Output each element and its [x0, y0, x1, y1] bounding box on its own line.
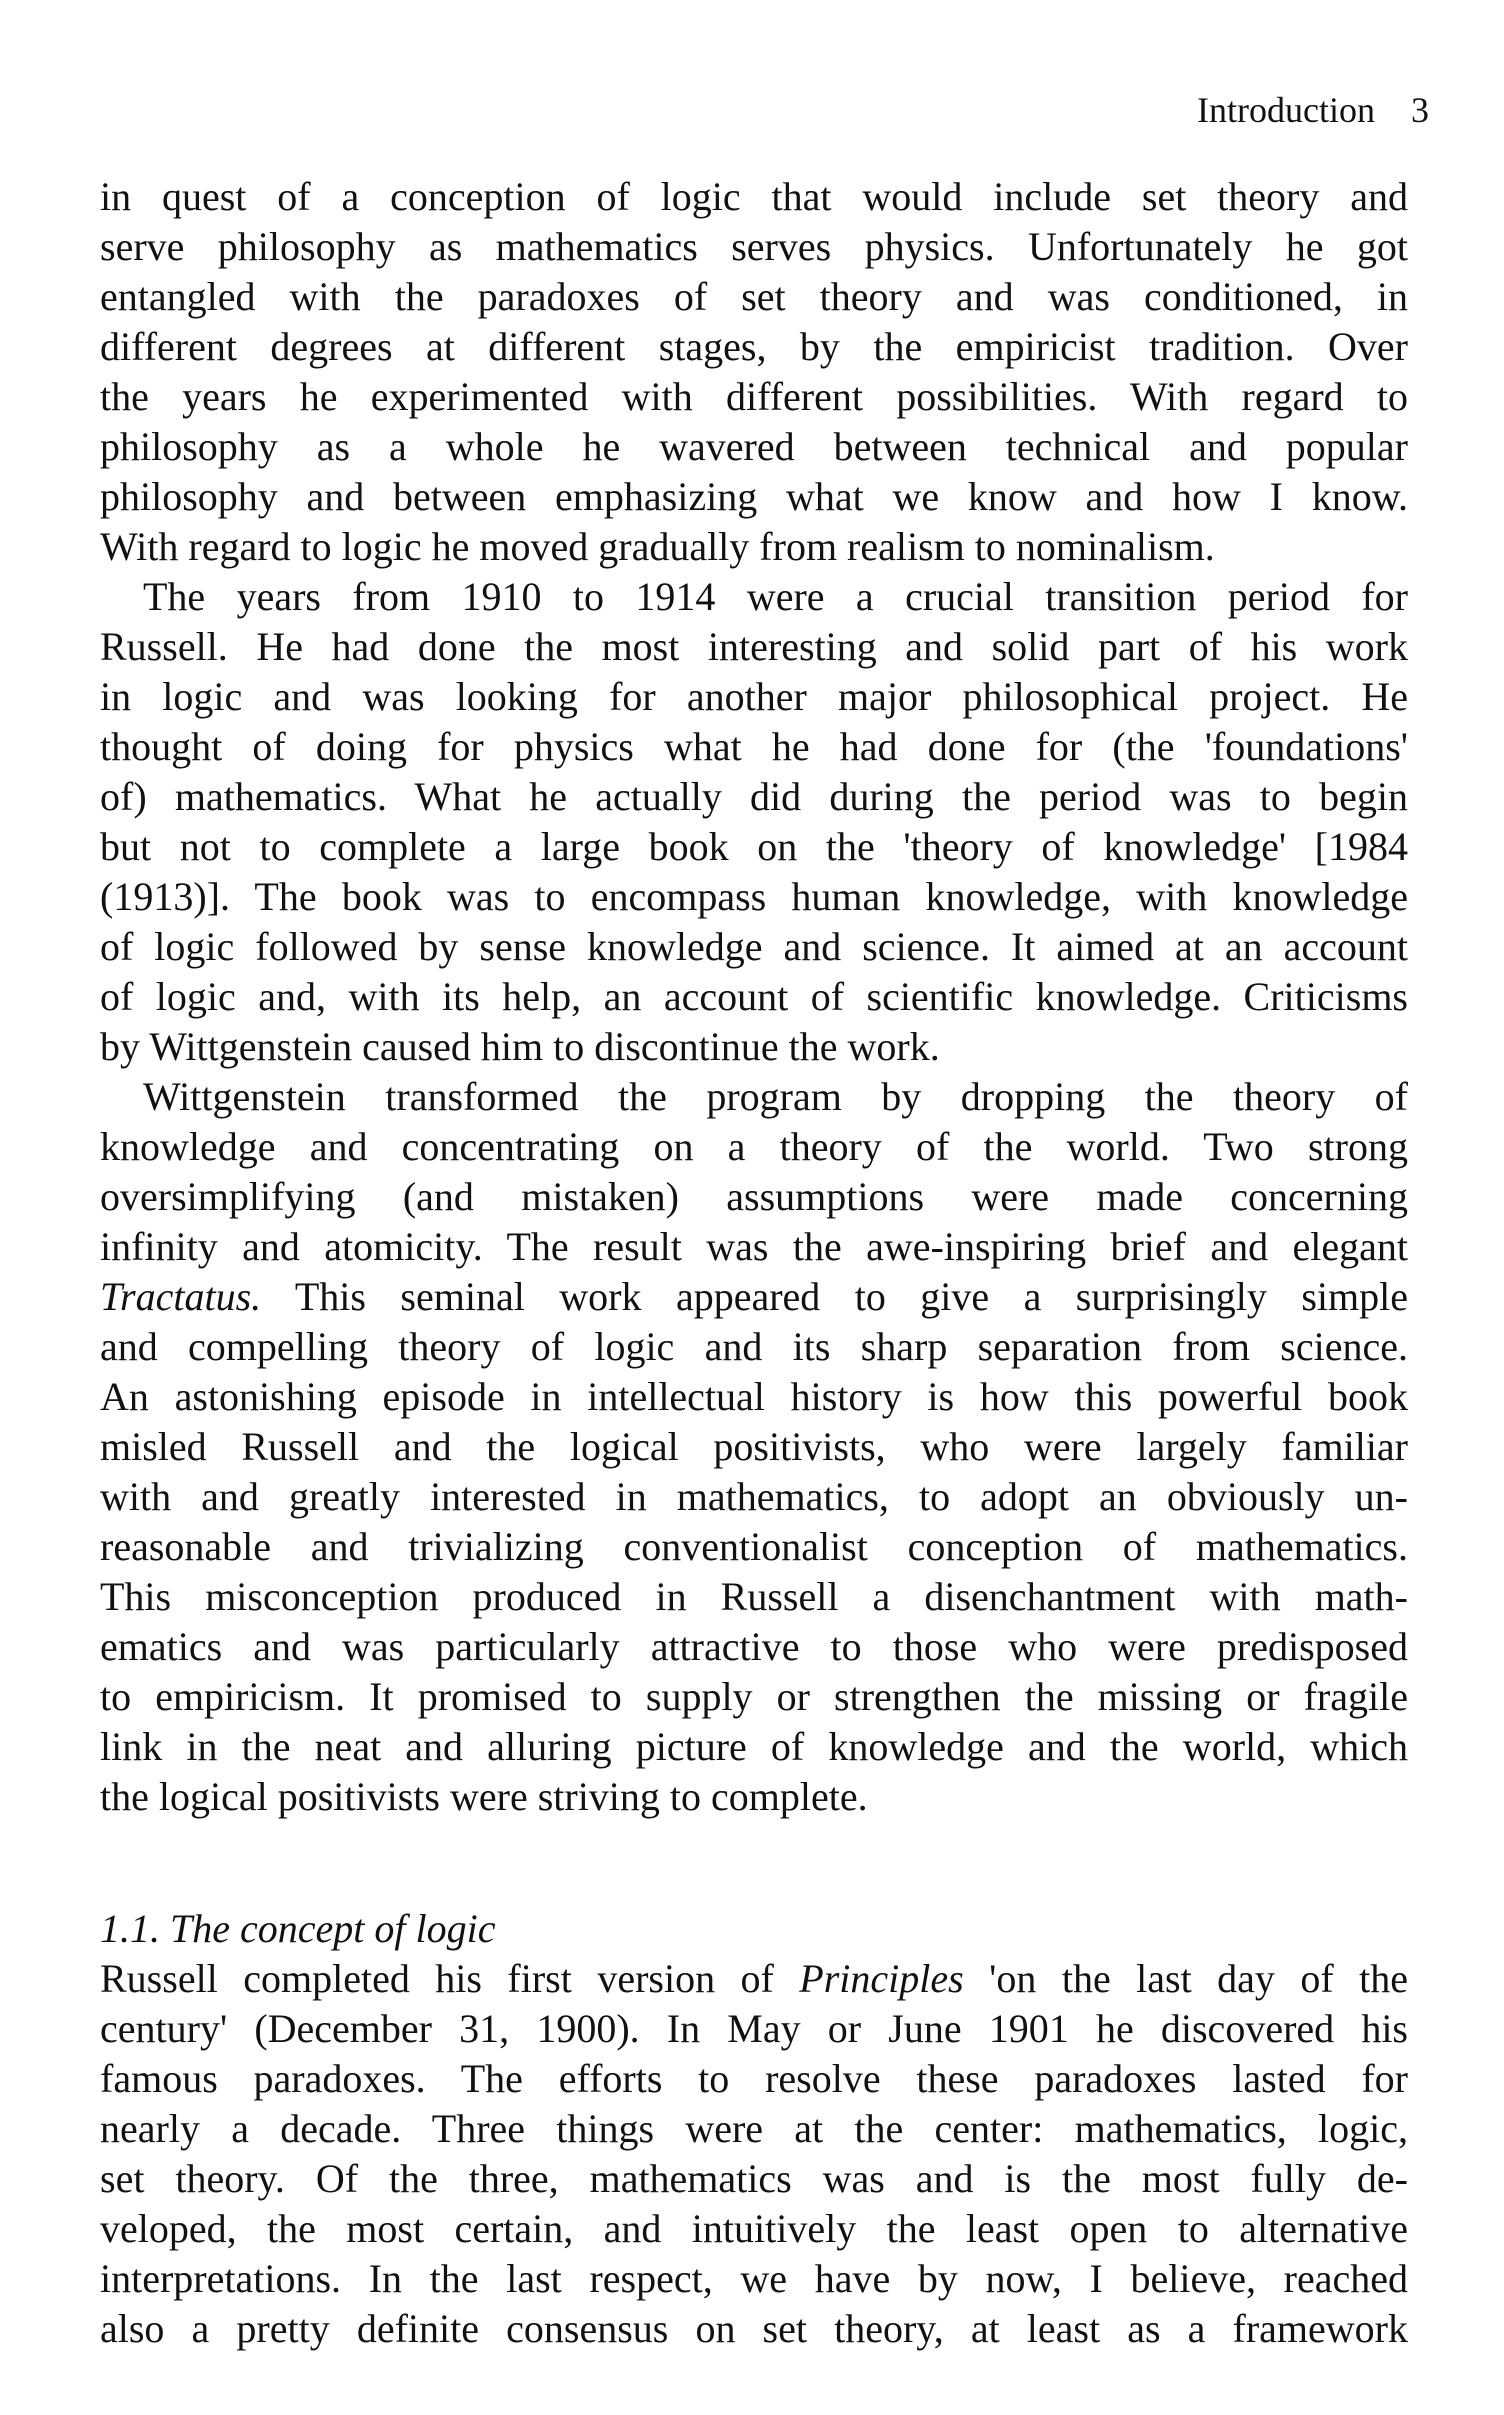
- text-line: interpretations. In the last respect, we have by now, I believe, reached: [100, 2256, 1408, 2301]
- text-line: philosophy and between emphasizing what we know and how I know.: [100, 474, 1408, 519]
- text-line: in quest of a conception of logic that would include set theory and: [100, 174, 1408, 219]
- book-title-tractatus: Tractatus.: [100, 1274, 262, 1319]
- text-line: in logic and was looking for another major philosophical project. He: [100, 674, 1408, 719]
- text-line: link in the neat and alluring picture of knowledge and the world, which: [100, 1724, 1408, 1769]
- paragraph: [100, 572, 1408, 1072]
- text-line: the years he experimented with different possibilities. With regard to: [100, 374, 1408, 419]
- page-number: 3: [1411, 90, 1429, 130]
- text-line: famous paradoxes. The efforts to resolve these paradoxes lasted for: [100, 2056, 1408, 2101]
- text-line: oversimplifying (and mistaken) assumptions were made concerning: [100, 1174, 1408, 1219]
- section-spacer: [100, 1822, 1408, 1904]
- running-header: [1197, 90, 1429, 130]
- section-heading: 1.1. The concept of logic: [100, 1906, 496, 1951]
- text-line: of logic followed by sense knowledge and science. It aimed at an account: [100, 924, 1408, 969]
- text-line: An astonishing episode in intellectual history is how this powerful book: [100, 1374, 1408, 1419]
- header-section-title: Introduction: [1197, 90, 1375, 130]
- text-line: but not to complete a large book on the 'theory of knowledge' [1984: [100, 824, 1408, 869]
- text-line: to empiricism. It promised to supply or strengthen the missing or fragile: [100, 1674, 1408, 1719]
- text-line: philosophy as a whole he wavered between technical and popular: [100, 424, 1408, 469]
- text-line: reasonable and trivializing conventionalist conception of mathematics.: [100, 1524, 1408, 1569]
- text-line: nearly a decade. Three things were at the center: mathematics, logic,: [100, 2106, 1408, 2151]
- text-line: of) mathematics. What he actually did during the period was to begin: [100, 774, 1408, 819]
- text-line: serve philosophy as mathematics serves physics. Unfortunately he got: [100, 224, 1408, 269]
- text-line: of logic and, with its help, an account of scientific knowledge. Criticisms: [100, 974, 1408, 1019]
- text-line: set theory. Of the three, mathematics was and is the most fully de-: [100, 2156, 1408, 2201]
- text-line: ematics and was particularly attractive to those who were predisposed: [100, 1624, 1408, 1669]
- paragraph: [100, 1072, 1408, 1822]
- text-line: The years from 1910 to 1914 were a crucial transition period for: [143, 574, 1408, 619]
- text-line: thought of doing for physics what he had done for (the 'foundations': [100, 724, 1408, 769]
- text-run: 'on the last day of the: [963, 1956, 1408, 2001]
- text-line: different degrees at different stages, by the empiricist tradition. Over: [100, 324, 1408, 369]
- text-line: also a pretty definite consensus on set theory, at least as a framework: [100, 2306, 1408, 2351]
- text-line: (1913)]. The book was to encompass human knowledge, with knowledge: [100, 874, 1408, 919]
- text-line: century' (December 31, 1900). In May or June 1901 he discovered his: [100, 2006, 1408, 2051]
- text-run: This seminal work appeared to give a surprisingly simple: [261, 1274, 1408, 1319]
- book-title-principles: Principles: [799, 1956, 964, 2001]
- text-line: with and greatly interested in mathematics, to adopt an obviously un-: [100, 1474, 1408, 1519]
- text-line: by Wittgenstein caused him to discontinue the work.: [100, 1024, 940, 1069]
- paragraph: [100, 1954, 1408, 2354]
- text-line: the logical positivists were striving to complete.: [100, 1774, 868, 1819]
- body-text: [100, 172, 1408, 2354]
- text-line: Russell. He had done the most interesting and solid part of his work: [100, 624, 1408, 669]
- text-run: Russell completed his first version of: [100, 1956, 800, 2001]
- text-line: infinity and atomicity. The result was the awe-inspiring brief and elegant: [100, 1224, 1408, 1269]
- text-line: [100, 1272, 1408, 1322]
- text-line: knowledge and concentrating on a theory of the world. Two strong: [100, 1124, 1408, 1169]
- text-line: [100, 1954, 1408, 2004]
- paragraph: [100, 172, 1408, 572]
- text-line: This misconception produced in Russell a disenchantment with math-: [100, 1574, 1408, 1619]
- text-line: misled Russell and the logical positivists, who were largely familiar: [100, 1424, 1408, 1469]
- text-line: and compelling theory of logic and its sharp separation from science.: [100, 1324, 1408, 1369]
- text-line: veloped, the most certain, and intuitively the least open to alternative: [100, 2206, 1408, 2251]
- text-line: entangled with the paradoxes of set theory and was conditioned, in: [100, 274, 1408, 319]
- text-line: With regard to logic he moved gradually from realism to nominalism.: [100, 524, 1215, 569]
- text-line: Wittgenstein transformed the program by dropping the theory of: [143, 1074, 1408, 1119]
